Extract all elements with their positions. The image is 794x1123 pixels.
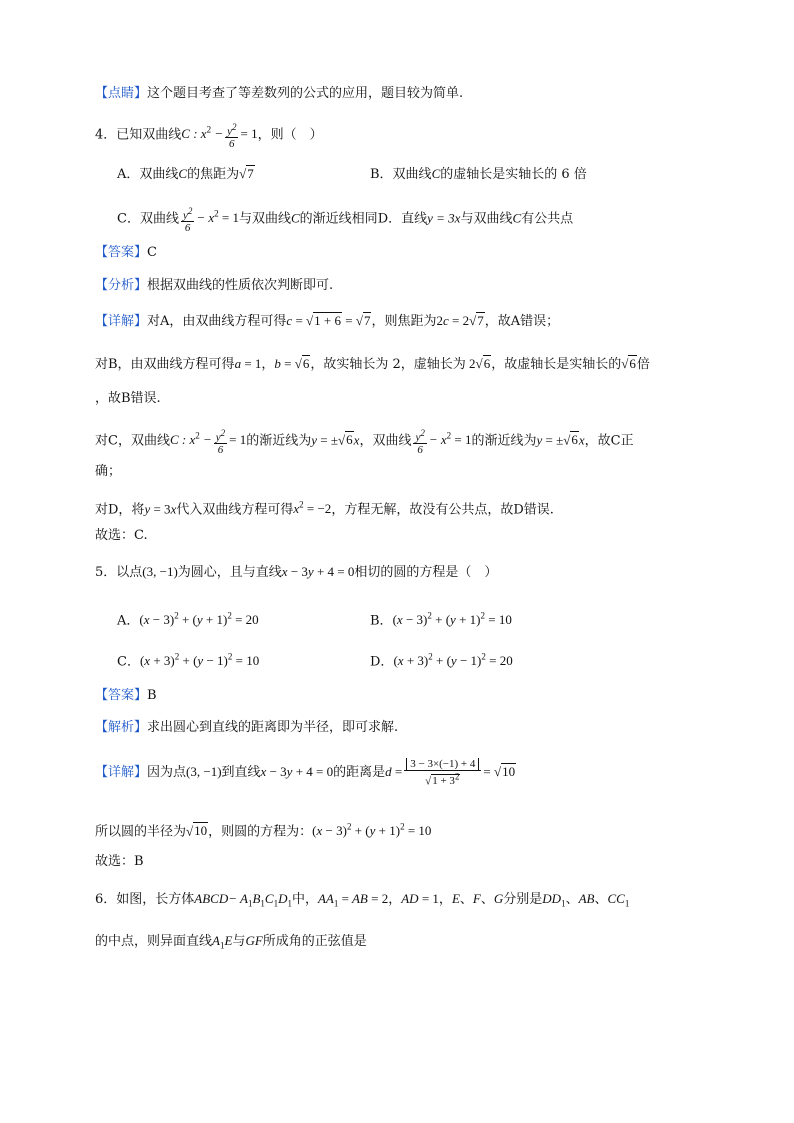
q5-l2-a: 所以圆的半径为	[95, 824, 187, 840]
q6-stem-line1: 6．如图，长方体ABCD− $A_1B_1C_1D_1$中，$AA_1$ = AB = 2，AD = 1，E、F、G分别是$DD_1$、AB、$CC_1$	[95, 891, 630, 909]
q4-option-a: A．双曲线C的焦距为√7	[117, 166, 254, 182]
q5-stem: 5．以点(3, −1)为圆心，且与直线x − 3y + 4 = 0相切的圆的方程是（ ）	[95, 564, 498, 580]
q4-l6-b: 代入双曲线方程可得	[176, 502, 294, 518]
q5-option-a: A．$(x - 3)^2 + (y + 1)^2 = 20$	[117, 611, 259, 629]
q4-fenxi-tag: 【分析】	[95, 278, 148, 293]
dianjing-tag: 【点睛】	[95, 86, 148, 101]
q4-optc-post: 与双曲线	[238, 211, 291, 227]
q5-optb-label: B．	[370, 613, 393, 629]
q5-opta-label: A．	[117, 613, 140, 629]
q5-l1-b: 到直线	[221, 765, 261, 780]
q5-answer	[95, 687, 157, 705]
q5-optc-eq: = 10	[235, 653, 260, 669]
q4-xiangjie-line4: 对C，双曲线C : $x^2$ − $\frac{y^2}{6}$ = 1的渐近线为y = ±√6x，双曲线 $\frac{y^2}{6}$ − $x^2 = 1$的渐近线为y = ±√6x，故C正	[95, 427, 634, 457]
q4-opta-c: C	[178, 166, 188, 181]
q5-option-b: B．$(x - 3)^2 + (y + 1)^2 = 10$	[370, 611, 512, 629]
q5-xiangjie-line1: 【详解】因为点(3, −1)到直线x − 3y + 4 = 0的距离是d = $\frac{3 - 3\times(-1) + 4}{√1 + 3^2}$ = √10	[95, 757, 516, 788]
q6-l1-c: ，	[388, 892, 402, 907]
q4-xiangjie-line3	[95, 390, 161, 408]
q6-l1-h: 、	[565, 892, 579, 907]
q4-stem-pre: 4．已知双曲线	[95, 127, 182, 143]
q4-stem-post: ，则（ ）	[257, 127, 323, 143]
q4-l3: ，故B错误.	[95, 391, 161, 406]
q5-option-d: D．$(x + 3)^2 + (y - 1)^2 = 20$	[370, 652, 513, 670]
q4-fenxi-text: 根据双曲线的性质依次判断即可.	[147, 278, 334, 293]
q5-optb-eq: = 10	[488, 612, 512, 628]
q5-jiexi	[95, 719, 398, 737]
q4-optd-post: 与双曲线	[460, 211, 513, 227]
q6-l1-g: 分别是	[503, 892, 543, 907]
q6-l1-a: 6．如图，长方体	[95, 892, 195, 907]
q5-stem-post: 相切的圆的方程是（ ）	[354, 565, 498, 580]
q4-xiangjie-line6: 对D，将y = 3x代入双曲线方程可得$x^2 = -2$，方程无解，故没有公共点，故D错误.	[95, 500, 554, 518]
q6-l1-i: 、	[594, 892, 608, 907]
q4-l2-c: ，故实轴长为 2，虚轴长为	[310, 357, 466, 372]
q5-l1-c: 的距离是	[333, 765, 386, 780]
q4-l4-d: 的渐近线为	[471, 433, 537, 449]
q4-l4-e: ，故C正	[584, 433, 634, 449]
dianjing-line	[95, 85, 463, 103]
q4-l6-a: 对D，将	[95, 502, 145, 518]
q5-xiangjie-tag: 【详解】	[95, 765, 148, 780]
q4-optb-post: 的虚轴长是实轴长的 6 倍	[440, 167, 587, 182]
q6-l1-d: ，	[438, 892, 452, 907]
q5-optc-label: C．	[117, 654, 140, 670]
q5-stem-mid: 为圆心，且与直线	[177, 565, 282, 580]
q4-xiangjie-line1: 【详解】对A，由双曲线方程可得c = √1 + 6 = √7，则焦距为2c = 2√7，故A错误；	[95, 313, 560, 329]
q5-jiexi-tag: 【解析】	[95, 720, 148, 735]
q4-l2-a: 对B，由双曲线方程可得	[95, 357, 235, 372]
q4-optc-post2: 的渐近线相同	[299, 211, 378, 227]
q4-l1-c: ，故A错误；	[484, 314, 560, 329]
q5-optd-label: D．	[370, 654, 394, 670]
q4-l2-b: ，	[261, 357, 275, 372]
q4-xiangjie-line2: 对B，由双曲线方程可得a = 1，b = √6，故实轴长为 2，虚轴长为 2√6，故虚轴长是实轴长的√6倍	[95, 356, 650, 372]
q5-l2-b: ，则圆的方程为：	[208, 824, 313, 840]
q4-l1-b: ，则焦距为	[371, 314, 437, 329]
q4-optd-eq: y = 3x	[427, 210, 461, 226]
q4-stem	[95, 117, 323, 150]
q4-optc-pre: C．双曲线	[117, 211, 179, 227]
q5-stem-pre: 5．以点	[95, 565, 143, 580]
q5-optd-eq: = 20	[489, 653, 513, 669]
q5-xiangjie-line2: 所以圆的半径为√10，则圆的方程为：$(x - 3)^2 + (y + 1)^2 = 10$	[95, 822, 432, 840]
q4-opta-val: 7	[247, 166, 254, 181]
q4-opta-post: 的焦距为	[187, 167, 240, 182]
q6-l1-e: 、	[459, 892, 473, 907]
dianjing-text: 这个题目考查了等差数列的公式的应用，题目较为简单.	[147, 86, 464, 101]
q4-xiangjie-tag: 【详解】	[95, 314, 148, 329]
q4-l4-c: ，双曲线	[359, 433, 412, 449]
q6-l2-c: 所成角的正弦值是	[262, 934, 367, 949]
q5-option-c: C．$(x + 3)^2 + (y - 1)^2 = 10$	[117, 652, 260, 670]
q6-stem-line2: 的中点，则异面直线$A_1E$与GF所成角的正弦值是	[95, 933, 367, 951]
q4-l5: 确；	[95, 464, 122, 479]
q5-answer-tag: 【答案】	[95, 688, 148, 703]
q4-optd-c: C	[512, 210, 522, 226]
q4-optb-c: C	[431, 166, 441, 181]
q4-l1-a: 对A，由双曲线方程可得	[147, 314, 287, 329]
q4-fenxi	[95, 277, 333, 295]
q4-optd-post2: 有公共点	[521, 211, 574, 227]
q4-xiangjie-line5	[95, 463, 121, 481]
q4-l2-d: ，故虚轴长是实轴长的	[491, 357, 622, 372]
q6-l1-b: 中，	[291, 892, 318, 907]
q4-option-cd: C．双曲线 $\frac{y^2}{6}$ − $x^2 = 1$与双曲线C的渐近线相同D．直线y = 3x与双曲线C有公共点	[117, 205, 574, 235]
q4-l6-c: ，方程无解，故没有公共点，故D错误.	[331, 502, 554, 518]
q4-l2-e: 倍	[636, 357, 650, 372]
q5-l1-a: 因为点	[147, 765, 187, 780]
q4-answer-value: C	[147, 245, 157, 260]
q5-answer-value: B	[147, 688, 157, 703]
q4-stem-eq: C : $x^2$ − $\frac{y^2}{6}$ = 1	[181, 121, 258, 151]
q4-answer	[95, 244, 157, 262]
q4-stem-eq-lhs: C : x	[181, 126, 207, 142]
q4-answer-tag: 【答案】	[95, 245, 148, 260]
q4-stem-eq-rhs: = 1	[240, 126, 258, 142]
q4-optb-pre: B．双曲线	[370, 167, 432, 182]
q6-l1-f: 、	[480, 892, 494, 907]
q4-opta-pre: A．双曲线	[117, 167, 179, 182]
q5-l3: 故选：B	[95, 854, 144, 869]
q4-option-b	[370, 165, 587, 184]
q4-l7: 故选：C.	[95, 528, 148, 543]
q6-l2-a: 的中点，则异面直线	[95, 934, 213, 949]
q4-optc-c: C	[291, 210, 300, 226]
q4-l4-b: 的渐近线为	[246, 433, 312, 449]
q5-xiangjie-line3	[95, 853, 144, 871]
q5-opta-eq: = 20	[235, 612, 259, 628]
q5-jiexi-text: 求出圆心到直线的距离即为半径，即可求解.	[147, 720, 399, 735]
q4-l4-a: 对C，双曲线	[95, 433, 170, 449]
q4-optd-pre: D．直线	[377, 211, 428, 227]
q4-xiangjie-line7	[95, 527, 148, 545]
q6-l2-b: 与	[232, 934, 246, 949]
